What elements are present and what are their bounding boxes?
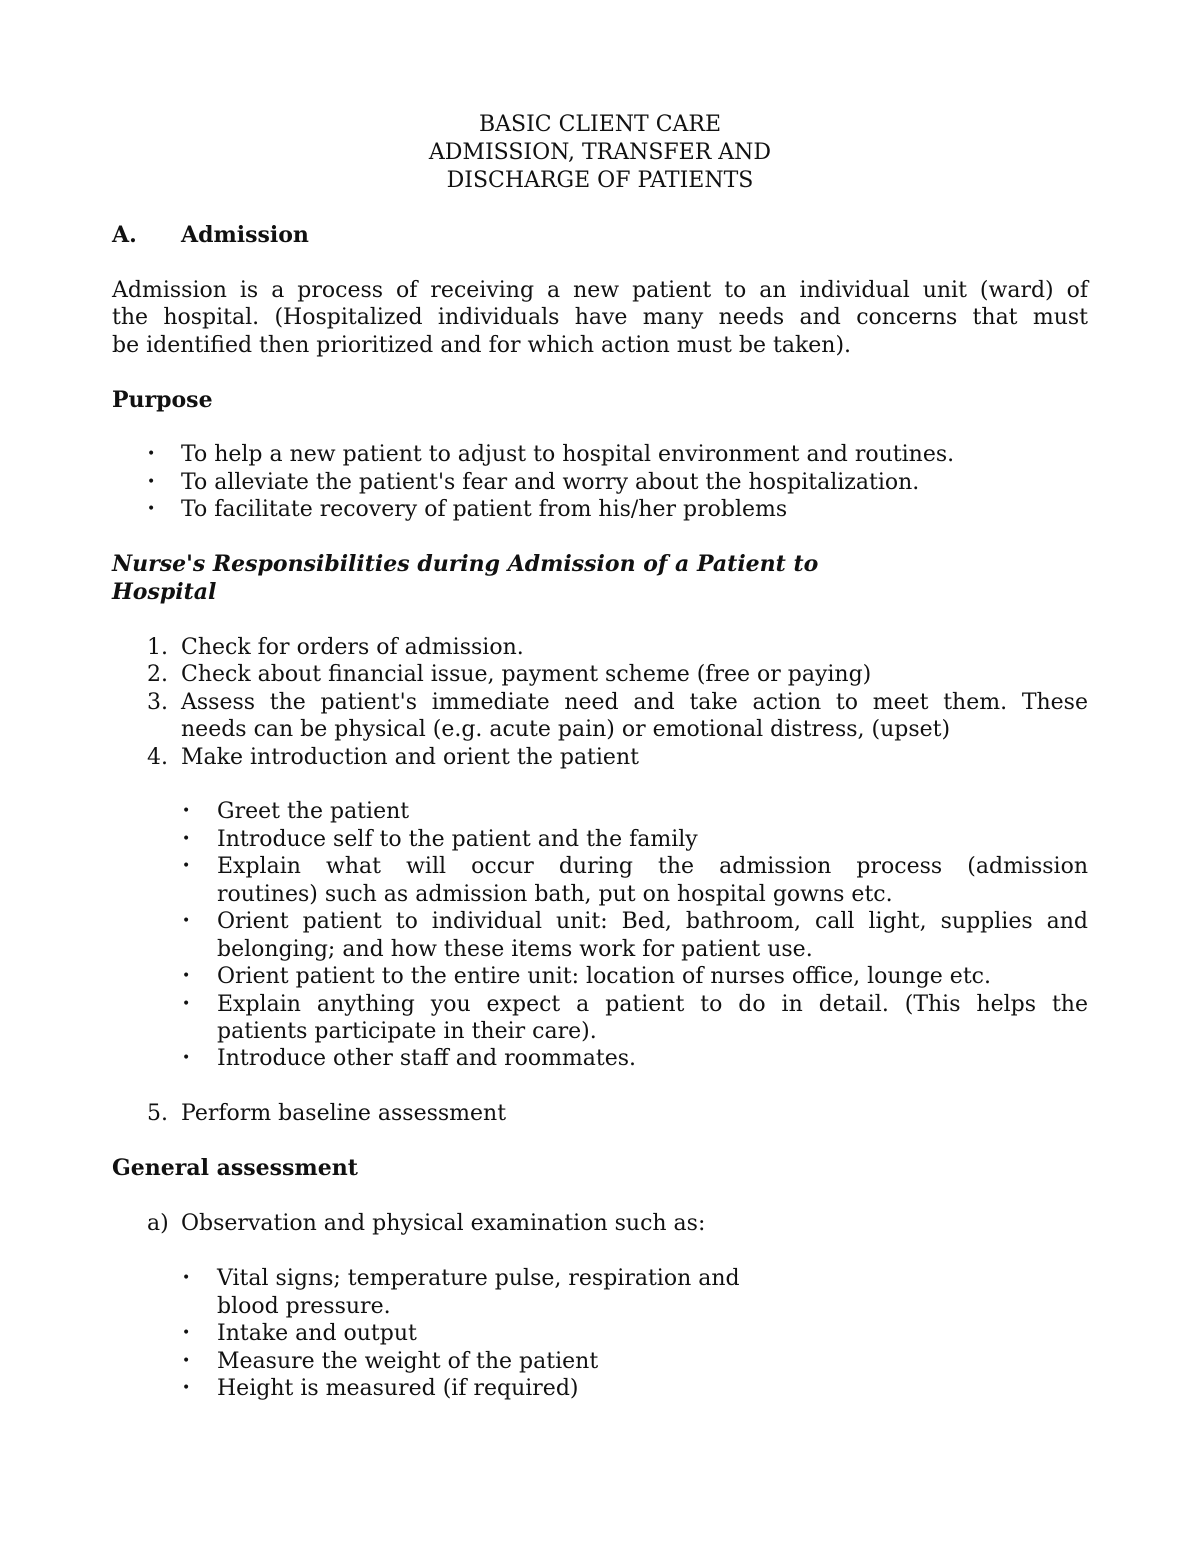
list-letter: a) <box>147 1211 169 1236</box>
sub-list-item: Greet the patient <box>217 799 410 824</box>
bullet-icon: • <box>147 501 156 517</box>
bullet-icon: • <box>182 1050 191 1066</box>
list-item: Check about financial issue, payment scheme (free or paying) <box>181 662 872 687</box>
sub-list-item: Orient patient to the entire unit: location of nurses office, lounge etc. <box>217 964 991 989</box>
responsibilities-heading-line-2: Hospital <box>112 579 217 605</box>
general-sub-item: Measure the weight of the patient <box>217 1349 599 1374</box>
responsibilities-heading-line-1: Nurse's Responsibilities during Admission of a Patient to <box>112 551 819 577</box>
sub-list-item: Orient patient to individual unit: Bed, bathroom, call light, supplies and <box>217 909 1088 934</box>
list-item: Assess the patient's immediate need and take action to meet them. These <box>181 690 1088 715</box>
sub-list-item-continuation: belonging; and how these items work for patient use. <box>217 937 813 962</box>
intro-line-1: Admission is a process of receiving a new patient to an individual unit (ward) of <box>112 278 1088 303</box>
title-line-3: DISCHARGE OF PATIENTS <box>446 168 754 193</box>
purpose-item: To facilitate recovery of patient from his/her problems <box>181 497 788 522</box>
bullet-icon: • <box>182 1270 191 1286</box>
bullet-icon: • <box>182 913 191 929</box>
list-item: Make introduction and orient the patient <box>181 745 639 770</box>
bullet-icon: • <box>147 474 156 490</box>
bullet-icon: • <box>182 831 191 847</box>
general-item-a: Observation and physical examination such as: <box>181 1211 706 1236</box>
list-number: 1. <box>147 635 168 660</box>
list-item: Check for orders of admission. <box>181 635 524 660</box>
title-line-1: BASIC CLIENT CARE <box>478 112 722 137</box>
list-item-continuation: needs can be physical (e.g. acute pain) or emotional distress, (upset) <box>181 717 951 742</box>
general-sub-item-continuation: blood pressure. <box>217 1294 391 1319</box>
list-number: 3. <box>147 690 168 715</box>
section-a-heading: Admission <box>181 222 309 248</box>
bullet-icon: • <box>182 1353 191 1369</box>
general-sub-item: Height is measured (if required) <box>217 1376 579 1401</box>
general-sub-item: Vital signs; temperature pulse, respiration and <box>217 1266 740 1291</box>
list-number: 2. <box>147 662 168 687</box>
bullet-icon: • <box>182 1380 191 1396</box>
list-number: 5. <box>147 1101 168 1126</box>
bullet-icon: • <box>182 996 191 1012</box>
bullet-icon: • <box>182 968 191 984</box>
sub-list-item: Introduce self to the patient and the family <box>217 827 698 852</box>
sub-list-item-continuation: patients participate in their care). <box>217 1019 597 1044</box>
sub-list-item: Explain anything you expect a patient to do in detail. (This helps the <box>217 992 1088 1017</box>
purpose-item: To help a new patient to adjust to hospital environment and routines. <box>181 442 955 467</box>
bullet-icon: • <box>182 1325 191 1341</box>
bullet-icon: • <box>147 446 156 462</box>
general-sub-item: Intake and output <box>217 1321 417 1346</box>
bullet-icon: • <box>182 858 191 874</box>
list-item: Perform baseline assessment <box>181 1101 507 1126</box>
intro-line-2: the hospital. (Hospitalized individuals have many needs and concerns that must <box>112 305 1088 330</box>
general-assessment-heading: General assessment <box>112 1155 358 1181</box>
title-line-2: ADMISSION, TRANSFER AND <box>428 140 772 165</box>
intro-line-3: be identified then prioritized and for which action must be taken). <box>112 333 852 358</box>
sub-list-item: Explain what will occur during the admission process (admission <box>217 854 1088 879</box>
list-number: 4. <box>147 745 168 770</box>
purpose-heading: Purpose <box>112 387 213 413</box>
bullet-icon: • <box>182 803 191 819</box>
purpose-item: To alleviate the patient's fear and worry about the hospitalization. <box>181 470 920 495</box>
sub-list-item: Introduce other staff and roommates. <box>217 1046 637 1071</box>
sub-list-item-continuation: routines) such as admission bath, put on hospital gowns etc. <box>217 882 893 907</box>
section-a-letter: A. <box>112 222 137 248</box>
